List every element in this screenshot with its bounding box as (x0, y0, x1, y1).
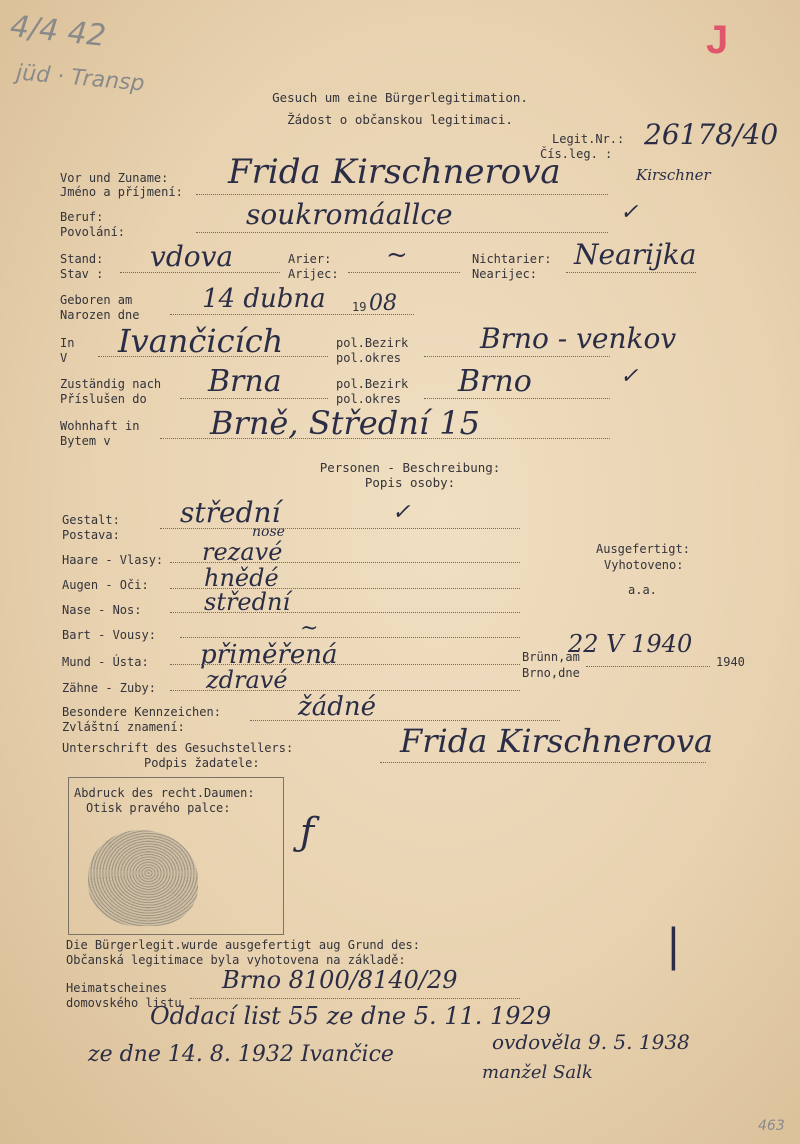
in-district-label-czech: pol.okres (336, 351, 402, 365)
born-label-german: Geboren am (60, 293, 133, 307)
beard-line (180, 637, 520, 638)
beard-value: ~ (300, 616, 319, 641)
residence-line (160, 438, 610, 439)
residence-label-german: Wohnhaft in (60, 419, 140, 433)
name-label-czech: Jméno a příjmení: (60, 185, 183, 199)
basis-line-german: Die Bürgerlegit.wurde ausgefertigt aug Grund des: (66, 938, 421, 952)
domicile-district-value: Brno (458, 364, 532, 399)
hair-line (170, 562, 520, 563)
tick-occupation: ✓ (620, 200, 639, 225)
name-value: Frida Kirschnerova (228, 152, 561, 192)
born-value: 14 dubna (202, 284, 326, 314)
home-label-czech: domovského listu (66, 996, 182, 1010)
nichtarier-label-german: Nichtarier: (472, 252, 552, 266)
born-line (170, 314, 414, 315)
domicile-line (180, 398, 328, 399)
domicile-district-label-czech: pol.okres (336, 392, 402, 406)
status-value: vdova (150, 240, 234, 273)
tick-domicile: ✓ (620, 364, 639, 389)
name-line (196, 194, 608, 195)
home-value: Brno 8100/8140/29 (222, 966, 458, 994)
status-line (120, 272, 280, 273)
in-district-value: Brno - venkov (480, 322, 677, 355)
eyes-value: hnědé (204, 564, 279, 592)
build-value: střední (180, 496, 281, 529)
arier-label-german: Arier: (288, 252, 332, 266)
thumb-label-czech: Otisk pravého palce: (86, 801, 231, 815)
signature-label-german: Unterschrift des Gesuchstellers: (62, 741, 294, 755)
arier-value: ~ (386, 240, 408, 270)
special-label-german: Besondere Kennzeichen: (62, 705, 221, 719)
domicile-label-czech: Příslušen do (60, 392, 147, 406)
in-district-line (424, 356, 610, 357)
mouth-label: Mund - Ústa: (62, 655, 149, 669)
signature-line (380, 762, 706, 763)
arier-label-czech: Arijec: (288, 267, 339, 281)
hair-label: Haare - Vlasy: (62, 553, 164, 567)
title-german: Gesuch um eine Bürgerlegitimation. (272, 90, 528, 105)
nose-label: Nase - Nos: (62, 603, 142, 617)
legit-label-german: Legit.Nr.: (552, 132, 625, 146)
issued-label-czech: Vyhotoveno: (604, 558, 684, 572)
residence-value: Brně, Střední 15 (210, 404, 480, 442)
description-title-czech: Popis osoby: (364, 475, 456, 490)
thumbprint-image (88, 830, 198, 926)
thumb-label-german: Abdruck des recht.Daumen: (74, 786, 255, 800)
note-date: ze dne 14. 8. 1932 Ivančice (88, 1042, 394, 1067)
note-husband: manžel Salk (482, 1062, 593, 1083)
build-label: Gestalt: (62, 513, 120, 527)
domicile-district-line (424, 398, 610, 399)
issued-label-german: Ausgefertigt: (596, 542, 690, 556)
special-line (250, 720, 560, 721)
eyes-label: Augen - Oči: (62, 578, 149, 592)
nose-value: střední (204, 588, 291, 616)
build-label-czech: Postava: (62, 528, 120, 542)
issued-value: a.a. (628, 583, 657, 597)
legit-number: 26178/40 (644, 118, 779, 151)
nichtarier-label-czech: Nearijec: (472, 267, 538, 281)
status-label-czech: Stav : (60, 267, 104, 281)
special-value: žádné (298, 692, 376, 722)
nose-line (170, 612, 520, 613)
in-label-german: In (60, 336, 75, 350)
teeth-label: Zähne - Zuby: (62, 681, 156, 695)
teeth-value: zdravé (206, 666, 288, 694)
occupation-label-czech: Povolání: (60, 225, 126, 239)
nichtarier-value: Nearijka (574, 238, 697, 271)
signature-value: Frida Kirschnerova (400, 722, 714, 760)
page-number: 463 (758, 1118, 785, 1134)
teeth-line (170, 690, 520, 691)
build-value-czech: nose (252, 524, 285, 540)
mouth-line (170, 664, 520, 665)
date-value: 22 V 1940 (568, 630, 693, 658)
legit-label-czech: Čís.leg. : (540, 147, 613, 161)
status-label-german: Stand: (60, 252, 104, 266)
note-widowed: ovdověla 9. 5. 1938 (492, 1030, 690, 1054)
in-label-czech: V (60, 351, 68, 365)
date-line (586, 666, 710, 667)
signature-label-czech: Podpis žadatele: (144, 756, 260, 770)
pencil-note-top: 4/4 42 (8, 9, 108, 54)
stamp-letter-j: J (706, 18, 729, 62)
date-year: 1940 (716, 655, 745, 669)
in-district-label-german: pol.Bezirk (336, 336, 409, 350)
occupation-line (196, 232, 608, 233)
name-note: Kirschner (636, 166, 711, 184)
occupation-label-german: Beruf: (60, 210, 104, 224)
residence-label-czech: Bytem v (60, 434, 111, 448)
vertical-stroke: | (666, 920, 681, 971)
domicile-value: Brna (208, 364, 282, 399)
born-year: 08 (369, 291, 397, 316)
in-line (98, 356, 328, 357)
home-label-german: Heimatscheines (66, 981, 168, 995)
description-title-german: Personen - Beschreibung: (319, 460, 501, 475)
born-label-czech: Narozen dne (60, 308, 140, 322)
note-marriage: Oddací list 55 ze dne 5. 11. 1929 (150, 1002, 552, 1030)
special-label-czech: Zvláštní znamení: (62, 720, 185, 734)
build-line (160, 528, 520, 529)
domicile-district-label-german: pol.Bezirk (336, 377, 409, 391)
mouth-value: přiměřená (200, 640, 338, 670)
pencil-note-second: jüd · Transp (15, 60, 146, 97)
basis-line-czech: Občanská legitimace byla vyhotovena na základě: (66, 953, 406, 967)
occupation-value: soukromáallce (246, 198, 453, 231)
date-label-german: Brünn,am (522, 650, 580, 664)
title-czech: Žádost o občanskou legitimaci. (287, 112, 513, 127)
tick-build: ✓ (392, 500, 411, 525)
born-year-prefix: 19 (352, 300, 367, 314)
date-label-czech: Brno,dne (522, 666, 580, 680)
in-value: Ivančicích (118, 322, 284, 360)
nichtarier-line (566, 272, 696, 273)
home-line (190, 998, 520, 999)
name-label-german: Vor und Zuname: (60, 171, 169, 185)
beard-label: Bart - Vousy: (62, 628, 156, 642)
arier-line (348, 272, 460, 273)
hair-value: rezavé (202, 538, 283, 566)
domicile-label-german: Zuständig nach (60, 377, 162, 391)
official-mark: ƒ (300, 810, 315, 854)
